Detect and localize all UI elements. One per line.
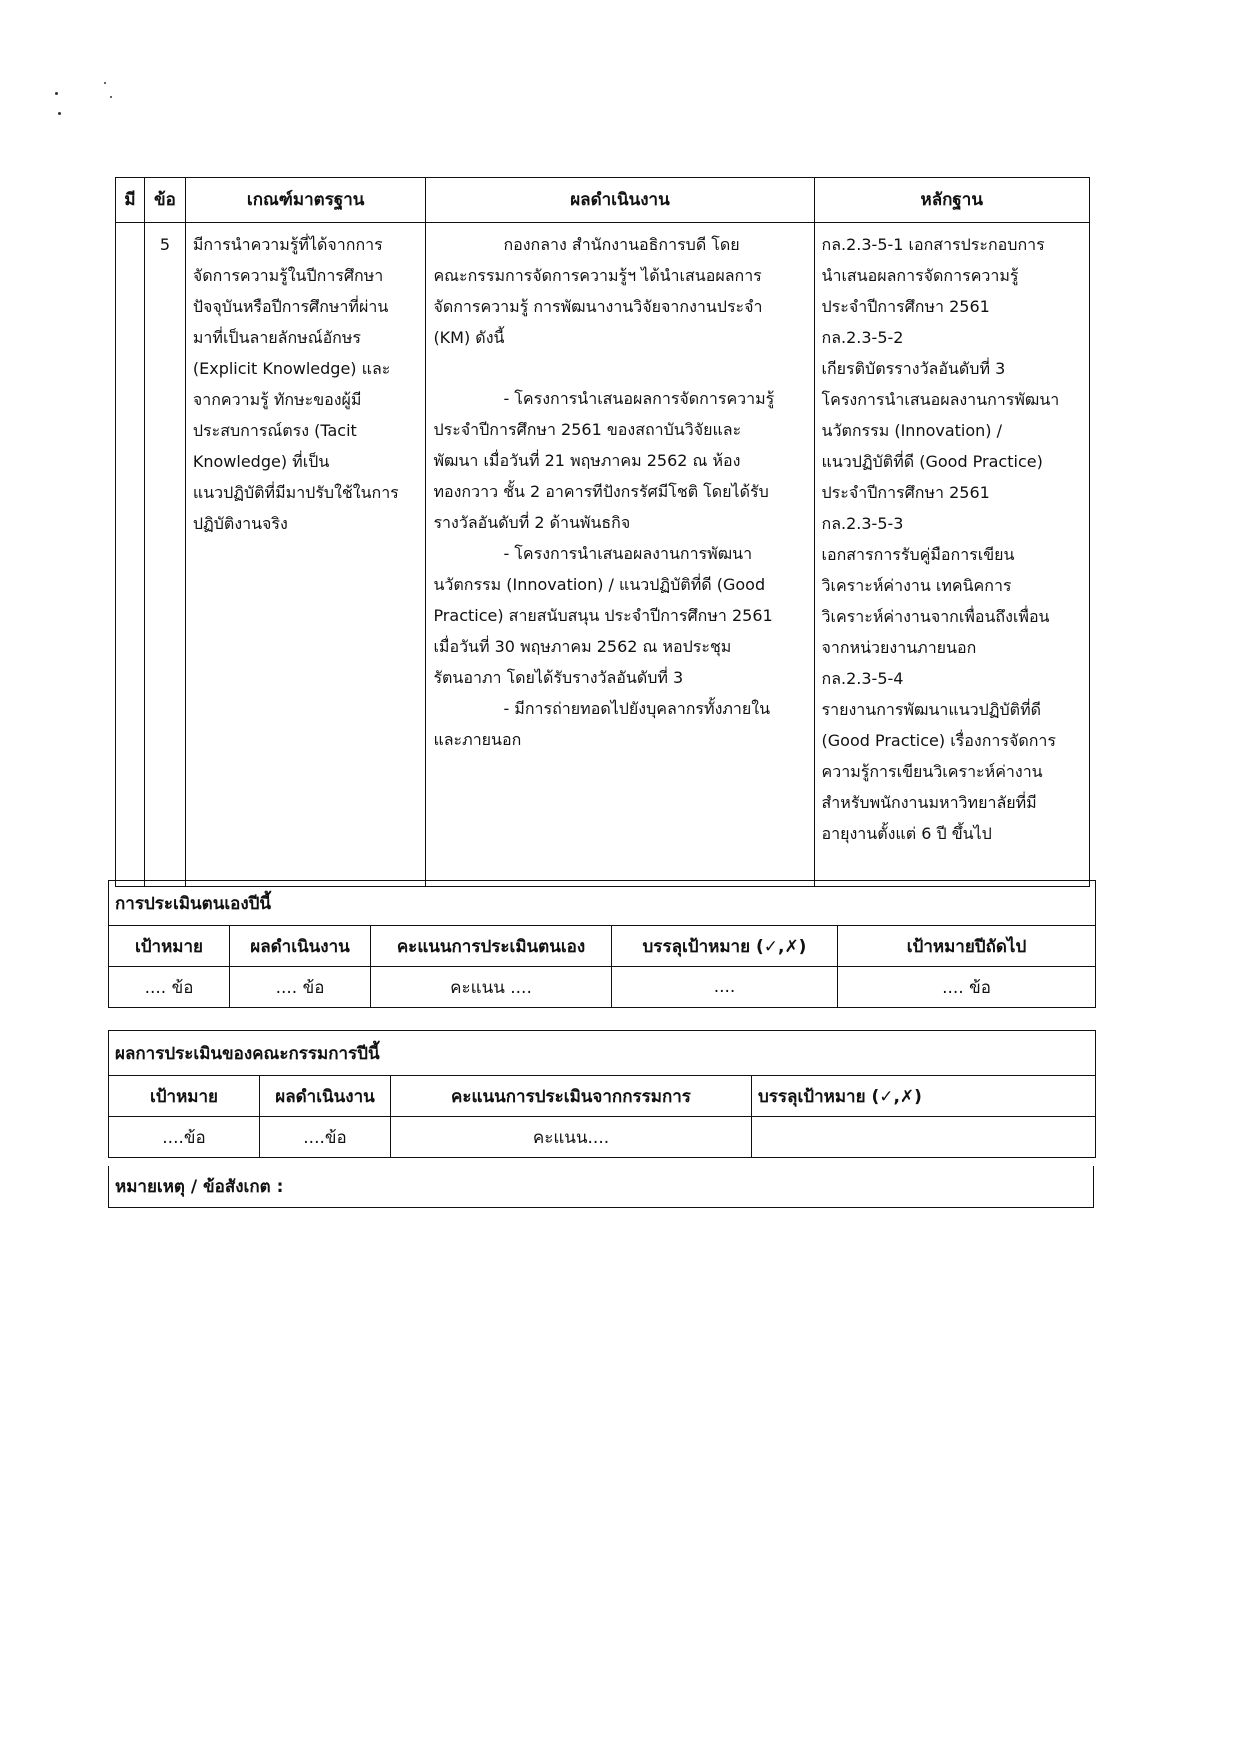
results-line: คณะกรรมการจัดการความรู้ฯ ได้นำเสนอผลการ — [433, 266, 762, 285]
evidence-line: นำเสนอผลการจัดการความรู้ — [821, 266, 1019, 285]
committee-eval-header-cell: ผลดำเนินงาน — [260, 1076, 391, 1117]
criteria-row — [116, 223, 1090, 887]
criteria-table-header — [116, 178, 1090, 223]
evidence-line: วิเคราะห์ค่างาน เทคนิคการ — [821, 576, 1012, 595]
evidence-line: วิเคราะห์ค่างานจากเพื่อนถึงเพื่อน — [821, 607, 1050, 626]
evidence-line: ความรู้การเขียนวิเคราะห์ค่างาน — [821, 762, 1043, 781]
criteria-line: มีการนำความรู้ที่ได้จากการ — [192, 235, 383, 254]
committee-eval-value: ....ข้อ — [260, 1117, 391, 1158]
committee-eval-header-cell: บรรลุเป้าหมาย (✓,✗) — [752, 1076, 1096, 1117]
criteria-line: แนวปฏิบัติที่มีมาปรับใช้ในการ — [192, 483, 399, 502]
self-eval-header-cell: ผลดำเนินงาน — [230, 926, 371, 967]
criteria-line: Knowledge) ที่เป็น — [192, 452, 330, 471]
criteria-table — [115, 177, 1090, 887]
evidence-line: ประจำปีการศึกษา 2561 — [821, 483, 990, 502]
self-eval-header-cell: บรรลุเป้าหมาย (✓,✗) — [612, 926, 838, 967]
evidence-cell — [814, 223, 1089, 887]
results-line: จัดการความรู้ การพัฒนางานวิจัยจากงานประจำ — [433, 297, 763, 316]
evidence-line: กล.2.3-5-1 เอกสารประกอบการ — [821, 235, 1045, 254]
criteria-line: ประสบการณ์ตรง (Tacit — [192, 421, 357, 440]
committee-eval-title: ผลการประเมินของคณะกรรมการปีนี้ — [109, 1031, 1096, 1076]
evidence-line: อายุงานตั้งแต่ 6 ปี ขึ้นไป — [821, 824, 992, 843]
header-item: ข้อ — [144, 178, 185, 223]
header-criteria: เกณฑ์มาตรฐาน — [185, 178, 426, 223]
results-line: ทองกวาว ชั้น 2 อาคารทีปังกรรัศมีโชติ โดยได้รับ — [433, 482, 769, 501]
evidence-line: สำหรับพนักงานมหาวิทยาลัยที่มี — [821, 793, 1037, 812]
results-line: เมื่อวันที่ 30 พฤษภาคม 2562 ณ หอประชุม — [433, 637, 732, 656]
evidence-line: จากหน่วยงานภายนอก — [821, 638, 977, 657]
results-line: รัตนอาภา โดยได้รับรางวัลอันดับที่ 3 — [433, 668, 684, 687]
scan-speck — [104, 82, 106, 84]
self-eval-value: คะแนน .... — [371, 967, 612, 1008]
evidence-line: กล.2.3-5-2 — [821, 328, 904, 347]
committee-eval-value: คะแนน.... — [391, 1117, 752, 1158]
criteria-line: จากความรู้ ทักษะของผู้มี — [192, 390, 362, 409]
evidence-line: กล.2.3-5-4 — [821, 669, 904, 688]
note-label: หมายเหตุ / ข้อสังเกต : — [108, 1166, 1094, 1208]
evidence-line: (Good Practice) เรื่องการจัดการ — [821, 731, 1056, 750]
header-evidence: หลักฐาน — [814, 178, 1089, 223]
self-eval-header — [109, 926, 1096, 967]
criteria-line: ปัจจุบันหรือปีการศึกษาที่ผ่าน — [192, 297, 389, 316]
criteria-line: (Explicit Knowledge) และ — [192, 359, 391, 378]
committee-eval-value — [752, 1117, 1096, 1158]
results-line: - โครงการนำเสนอผลงานการพัฒนา — [503, 544, 753, 563]
criteria-cell — [185, 223, 426, 887]
committee-eval-header — [109, 1076, 1096, 1117]
results-line: รางวัลอันดับที่ 2 ด้านพันธกิจ — [433, 513, 631, 532]
committee-eval-values — [109, 1117, 1096, 1158]
evidence-line: ประจำปีการศึกษา 2561 — [821, 297, 990, 316]
has-cell — [116, 223, 145, 887]
results-line: - มีการถ่ายทอดไปยังบุคลากรทั้งภายใน — [503, 699, 771, 718]
paragraph-gap — [433, 353, 806, 383]
self-eval-header-cell: คะแนนการประเมินตนเอง — [371, 926, 612, 967]
self-eval-values — [109, 967, 1096, 1008]
results-line: พัฒนา เมื่อวันที่ 21 พฤษภาคม 2562 ณ ห้อง — [433, 451, 741, 470]
self-eval-header-cell: เป้าหมาย — [109, 926, 230, 967]
committee-eval-table — [108, 1030, 1096, 1158]
self-eval-value: .... ข้อ — [109, 967, 230, 1008]
evidence-line: กล.2.3-5-3 — [821, 514, 904, 533]
results-line: ประจำปีการศึกษา 2561 ของสถาบันวิจัยและ — [433, 420, 742, 439]
evidence-line: แนวปฏิบัติที่ดี (Good Practice) — [821, 452, 1043, 471]
scan-speck — [110, 96, 112, 98]
results-line: (KM) ดังนี้ — [433, 328, 505, 347]
results-line: Practice) สายสนับสนุน ประจำปีการศึกษา 2561 — [433, 606, 773, 625]
evidence-line: เอกสารการรับคู่มือการเขียน — [821, 545, 1015, 564]
self-eval-value: .... — [612, 967, 838, 1008]
self-eval-header-cell: เป้าหมายปีถัดไป — [838, 926, 1096, 967]
committee-eval-header-cell: เป้าหมาย — [109, 1076, 260, 1117]
results-line: และภายนอก — [433, 730, 522, 749]
scan-speck — [55, 92, 58, 95]
item-number: 5 — [144, 223, 185, 887]
header-results: ผลดำเนินงาน — [426, 178, 814, 223]
header-has: มี — [116, 178, 145, 223]
results-cell — [426, 223, 814, 887]
self-eval-table — [108, 880, 1096, 1008]
committee-eval-header-cell: คะแนนการประเมินจากกรรมการ — [391, 1076, 752, 1117]
criteria-line: จัดการความรู้ในปีการศึกษา — [192, 266, 384, 285]
criteria-line: ปฏิบัติงานจริง — [192, 514, 288, 533]
criteria-line: มาที่เป็นลายลักษณ์อักษร — [192, 328, 361, 347]
scan-speck — [58, 112, 61, 115]
evidence-line: นวัตกรรม (Innovation) / — [821, 421, 1003, 440]
self-eval-value: .... ข้อ — [230, 967, 371, 1008]
results-line: - โครงการนำเสนอผลการจัดการความรู้ — [503, 389, 775, 408]
evidence-line: เกียรติบัตรรางวัลอันดับที่ 3 — [821, 359, 1006, 378]
evidence-line: โครงการนำเสนอผลงานการพัฒนา — [821, 390, 1060, 409]
results-line: นวัตกรรม (Innovation) / แนวปฏิบัติที่ดี (Good — [433, 575, 766, 594]
results-line: กองกลาง สำนักงานอธิการบดี โดย — [503, 235, 740, 254]
committee-eval-value: ....ข้อ — [109, 1117, 260, 1158]
evidence-line: รายงานการพัฒนาแนวปฏิบัติที่ดี — [821, 700, 1042, 719]
self-eval-value: .... ข้อ — [838, 967, 1096, 1008]
self-eval-title: การประเมินตนเองปีนี้ — [109, 881, 1096, 926]
